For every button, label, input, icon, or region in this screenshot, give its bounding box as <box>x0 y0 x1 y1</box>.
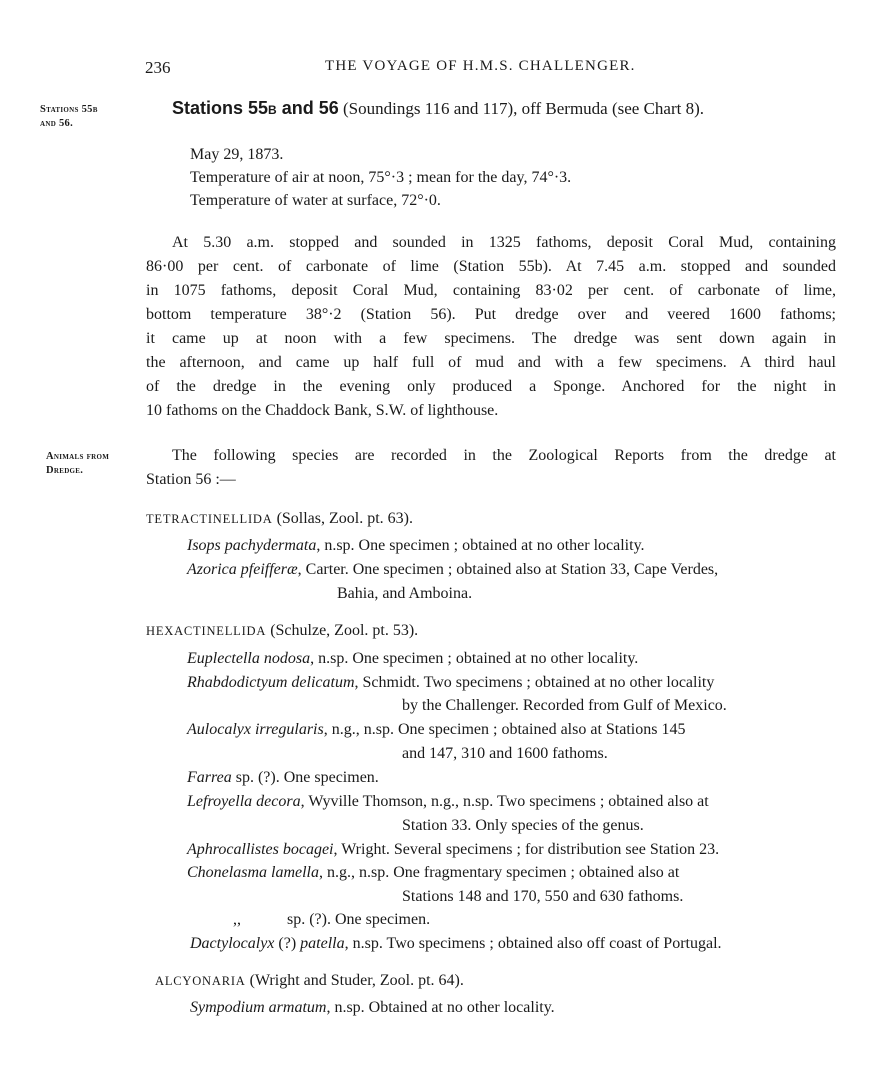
group-name: TETRACTINELLIDA <box>146 512 273 526</box>
margin-note-line: Dredge. <box>46 465 84 476</box>
group-reference: (Schulze, Zool. pt. 53). <box>266 622 419 639</box>
species-name: Farrea <box>187 769 232 786</box>
margin-note-line: and 56. <box>40 118 74 129</box>
water-temperature-line: Temperature of water at surface, 72°·0. <box>190 192 441 209</box>
species-entry <box>187 769 379 787</box>
group-name: HEXACTINELLIDA <box>146 624 267 638</box>
intro-line: The following species are recorded in the Zoological Reports from the dredge at <box>172 447 836 464</box>
section-heading <box>172 98 704 119</box>
margin-note-line: Stations 55b <box>40 104 98 115</box>
species-details: , n.sp. One specimen ; obtained at no other locality. <box>310 650 639 667</box>
species-name: Aulocalyx irregularis <box>187 721 324 738</box>
species-name: Sympodium armatum <box>190 999 327 1016</box>
heading-stations: Stations 55 <box>172 98 269 118</box>
group-reference: (Wright and Studer, Zool. pt. 64). <box>245 972 464 989</box>
species-name: patella <box>300 935 345 952</box>
species-name: Lefroyella decora <box>187 793 301 810</box>
species-details: , Carter. One specimen ; obtained also at Station 33, Cape Verdes, <box>297 561 719 578</box>
group-name: ALCYONARIA <box>155 974 246 988</box>
species-entry <box>187 561 718 579</box>
narrative-line: it came up at noon with a few specimens. The dredge was sent down again in <box>146 330 836 347</box>
species-name: Isops pachydermata <box>187 537 317 554</box>
narrative-line: 10 fathoms on the Chaddock Bank, S.W. of lighthouse. <box>146 402 499 419</box>
species-entry <box>187 841 719 859</box>
ditto-mark: ,, <box>233 911 241 928</box>
running-title: THE VOYAGE OF H.M.S. CHALLENGER. <box>325 58 636 74</box>
species-entry <box>187 537 645 555</box>
species-name: Azorica pfeifferæ <box>187 561 298 578</box>
narrative-line: bottom temperature 38°·2 (Station 56). Put dredge over and veered 1600 fathoms; <box>146 306 836 323</box>
species-entry <box>187 650 638 668</box>
narrative-line: in 1075 fathoms, deposit Coral Mud, containing 83·02 per cent. of carbonate of lime, <box>146 282 836 299</box>
species-details: , n.sp. One specimen ; obtained at no other locality. <box>316 537 645 554</box>
species-details: , Schmidt. Two specimens ; obtained at no other locality <box>354 674 715 691</box>
species-entry <box>233 911 430 929</box>
heading-rest: (Soundings 116 and 117), off Bermuda (see Chart 8). <box>338 99 705 118</box>
species-continuation: Stations 148 and 170, 550 and 630 fathoms. <box>402 888 684 905</box>
date-line: May 29, 1873. <box>190 146 284 163</box>
species-name: Euplectella nodosa <box>187 650 311 667</box>
species-details: , n.g., n.sp. One specimen ; obtained also at Stations 145 <box>323 721 686 738</box>
narrative-line: 86·00 per cent. of carbonate of lime (Station 55b). At 7.45 a.m. stopped and sounded <box>146 258 836 275</box>
species-details: sp. (?). One specimen. <box>231 769 379 786</box>
page-number: 236 <box>145 58 171 77</box>
species-details: (?) <box>274 935 301 952</box>
species-name: Dactylocalyx <box>190 935 275 952</box>
species-name: Rhabdodictyum delicatum <box>187 674 355 691</box>
species-details: sp. (?). One specimen. <box>287 911 431 928</box>
species-details: , Wright. Several specimens ; for distribution see Station 23. <box>333 841 720 858</box>
species-entry <box>187 793 709 811</box>
species-entry <box>190 935 722 953</box>
species-name: Aphrocallistes bocagei <box>187 841 334 858</box>
group-heading-tetractinellida <box>146 510 413 528</box>
species-entry <box>190 999 555 1017</box>
intro-line: Station 56 :— <box>146 471 236 488</box>
species-details: , n.sp. Obtained at no other locality. <box>326 999 555 1016</box>
group-reference: (Sollas, Zool. pt. 63). <box>272 510 413 527</box>
air-temperature-line: Temperature of air at noon, 75°·3 ; mean for the day, 74°·3. <box>190 169 572 186</box>
species-name: Chonelasma lamella <box>187 864 319 881</box>
narrative-line: the afternoon, and came up half full of mud and with a few specimens. A third haul <box>146 354 836 371</box>
narrative-line: At 5.30 a.m. stopped and sounded in 1325 fathoms, deposit Coral Mud, containing <box>172 234 836 251</box>
species-details: , n.g., n.sp. One fragmentary specimen ; obtained also at <box>319 864 680 881</box>
heading-station-suffix: B <box>268 103 277 117</box>
species-continuation: Bahia, and Amboina. <box>337 585 473 602</box>
species-details: , Wyville Thomson, n.g., n.sp. Two specimens ; obtained also at <box>300 793 709 810</box>
species-continuation: and 147, 310 and 1600 fathoms. <box>402 745 608 762</box>
margin-note-stations <box>40 103 98 131</box>
heading-and-56: and 56 <box>276 98 339 118</box>
group-heading-hexactinellida <box>146 622 418 640</box>
species-details: , n.sp. Two specimens ; obtained also off coast of Portugal. <box>344 935 722 952</box>
species-entry <box>187 864 679 882</box>
group-heading-alcyonaria <box>155 972 464 990</box>
margin-note-animals <box>46 450 109 478</box>
margin-note-line: Animals from <box>46 451 110 462</box>
species-entry <box>187 721 685 739</box>
species-continuation: Station 33. Only species of the genus. <box>402 817 644 834</box>
species-entry <box>187 674 714 692</box>
species-continuation: by the Challenger. Recorded from Gulf of Mexico. <box>402 697 727 714</box>
narrative-line: of the dredge in the evening only produced a Sponge. Anchored for the night in <box>146 378 836 395</box>
